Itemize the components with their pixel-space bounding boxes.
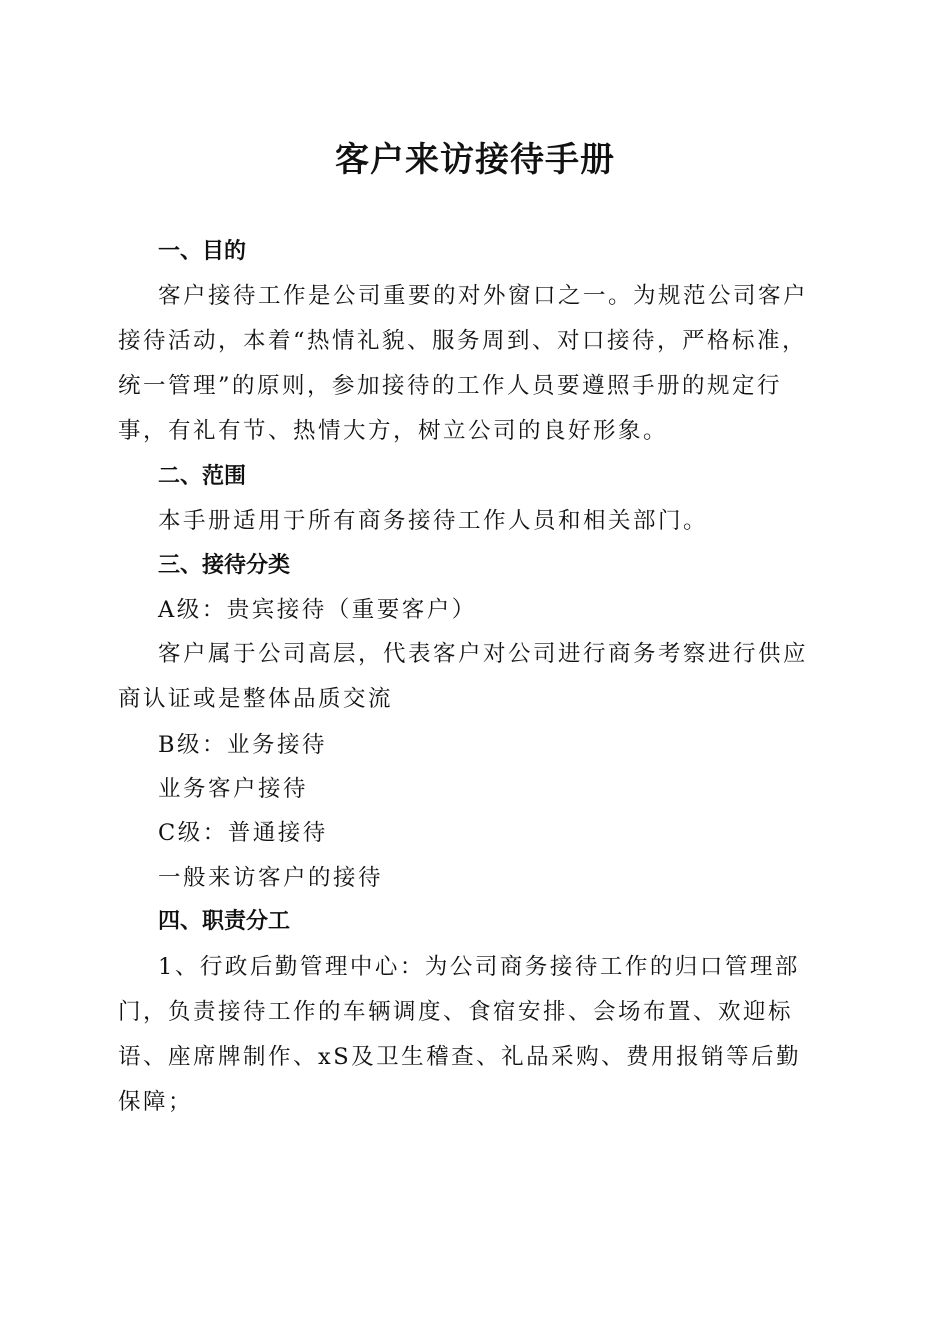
paragraph-line: 语、座席牌制作、xS及卫生稽查、礼品采购、费用报销等后勤 (118, 1044, 802, 1070)
section-purpose-paragraph (118, 274, 830, 454)
section-heading-responsibilities: 四、职责分工 (158, 909, 291, 934)
section-heading-classification: 三、接待分类 (158, 553, 291, 578)
paragraph-line: 接待活动，本着“热情礼貌、服务周到、对口接待，严格标准， (118, 328, 808, 354)
paragraph-line: 保障； (118, 1089, 194, 1115)
level-a-description (118, 632, 830, 722)
section-scope-text: 本手册适用于所有商务接待工作人员和相关部门。 (158, 508, 709, 534)
section-heading-scope: 二、范围 (158, 464, 247, 489)
paragraph-line: 门，负责接待工作的车辆调度、食宿安排、会场布置、欢迎标 (118, 999, 794, 1025)
level-c-label: C级：普通接待 (158, 820, 328, 846)
responsibility-item-1 (118, 945, 830, 1125)
paragraph-line: 客户属于公司高层，代表客户对公司进行商务考察进行供应 (158, 641, 809, 667)
document-title: 客户来访接待手册 (335, 140, 615, 180)
section-heading-purpose: 一、目的 (158, 239, 247, 264)
paragraph-line: 商认证或是整体品质交流 (118, 686, 394, 712)
paragraph-line: 1、行政后勤管理中心：为公司商务接待工作的归口管理部 (158, 954, 800, 980)
paragraph-line: 事，有礼有节、热情大方，树立公司的良好形象。 (118, 418, 669, 444)
level-b-label: B级：业务接待 (158, 732, 328, 758)
level-a-label: A级：贵宾接待（重要客户） (158, 597, 477, 623)
level-b-description: 业务客户接待 (158, 776, 309, 802)
level-c-description: 一般来访客户的接待 (158, 865, 384, 891)
paragraph-line: 统一管理”的原则，参加接待的工作人员要遵照手册的规定行 (118, 373, 783, 399)
paragraph-line: 客户接待工作是公司重要的对外窗口之一。为规范公司客户 (158, 283, 809, 309)
